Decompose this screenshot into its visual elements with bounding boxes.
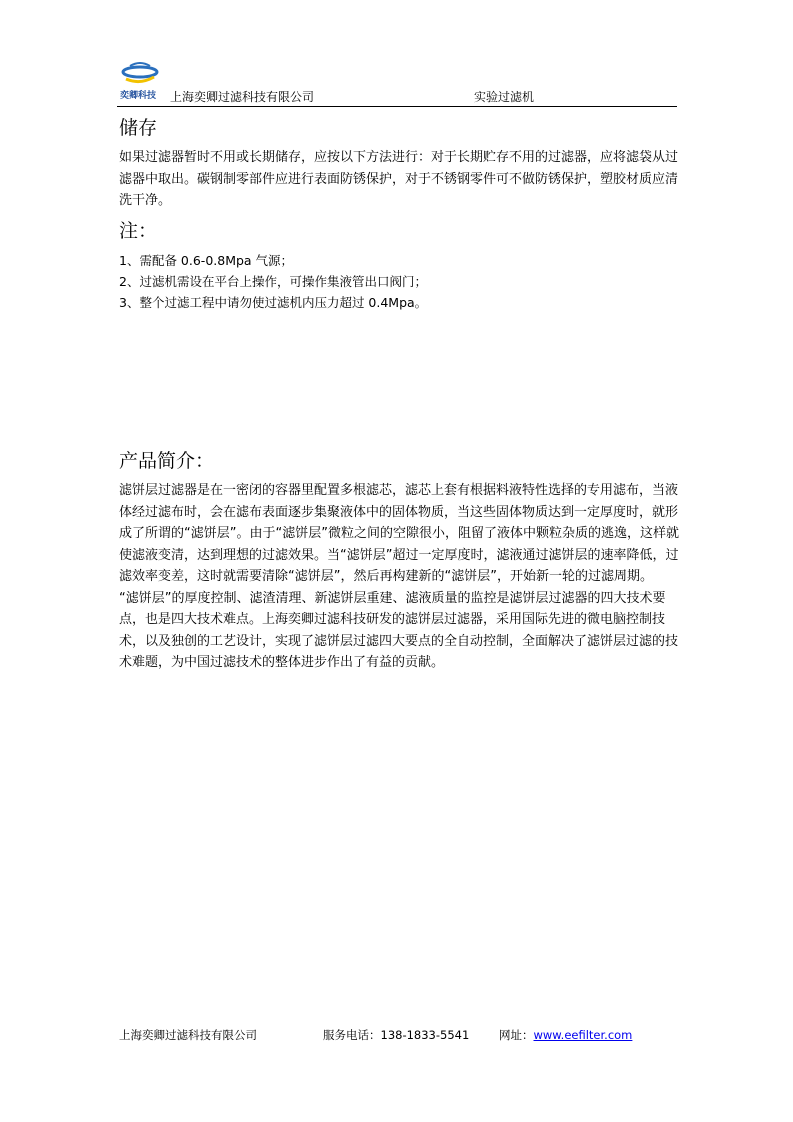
footer-phone-label: 服务电话： <box>323 1028 381 1042</box>
notes-heading: 注： <box>119 220 158 242</box>
note-item-3: 3、整个过滤工程中请勿使过滤机内压力超过 0.4Mpa。 <box>119 295 428 310</box>
notes-list <box>119 250 679 313</box>
storage-text: 如果过滤器暂时不用或长期储存，应按以下方法进行：对于长期贮存不用的过滤器，应将滤袋从过滤器中取出。碳钢制零部件应进行表面防锈保护，对于不锈钢零件可不做防锈保护，塑胶材质应清洗干净。 <box>119 150 679 208</box>
storage-heading: 储存 <box>119 117 158 139</box>
storage-paragraph <box>119 147 679 212</box>
logo-text: 奕卿科技 <box>120 91 157 101</box>
footer-phone <box>323 1027 469 1043</box>
footer-company: 上海奕卿过滤科技有限公司 <box>119 1028 257 1042</box>
intro-heading: 产品简介： <box>119 450 215 472</box>
header-product: 实验过滤机 <box>474 90 535 104</box>
footer-web <box>499 1027 632 1043</box>
header-company: 上海奕卿过滤科技有限公司 <box>170 90 315 104</box>
header-divider <box>117 106 677 107</box>
intro-paragraph-1: 滤饼层过滤器是在一密闭的容器里配置多根滤芯，滤芯上套有根据料液特性选择的专用滤布，当液体经过滤布时，会在滤布表面逐步集聚液体中的固体物质，当这些固体物质达到一定厚度时，就形成了所谓的“滤饼层”。由于“滤饼层”微粒之间的空隙很小，阻留了液体中颗粒杂质的逃逸，这样就使滤液变清，达到理想的过滤效果。当“滤饼层”超过一定厚度时，滤液通过滤饼层的速率降低，过滤效率变差，这时就需要清除“滤饼层”，然后再构建新的“滤饼层”，开始新一轮的过滤周期。 <box>119 483 679 584</box>
footer-web-label: 网址： <box>499 1028 534 1042</box>
intro-body <box>119 480 679 674</box>
footer-phone-number: 138-1833-5541 <box>380 1028 470 1042</box>
note-item-2: 2、过滤机需设在平台上操作，可操作集液管出口阀门； <box>119 274 427 289</box>
note-item-1: 1、需配备 0.6-0.8Mpa 气源； <box>119 253 294 268</box>
intro-paragraph-2: “滤饼层”的厚度控制、滤渣清理、新滤饼层重建、滤液质量的监控是滤饼层过滤器的四大技术要点，也是四大技术难点。上海奕卿过滤科技研发的滤饼层过滤器，采用国际先进的微电脑控制技术，以及独创的工艺设计，实现了滤饼层过滤四大要点的全自动控制，全面解决了滤饼层过滤的技术难题，为中国过滤技术的整体进步作出了有益的贡献。 <box>119 590 679 670</box>
footer-web-link[interactable]: www.eefilter.com <box>533 1028 633 1042</box>
